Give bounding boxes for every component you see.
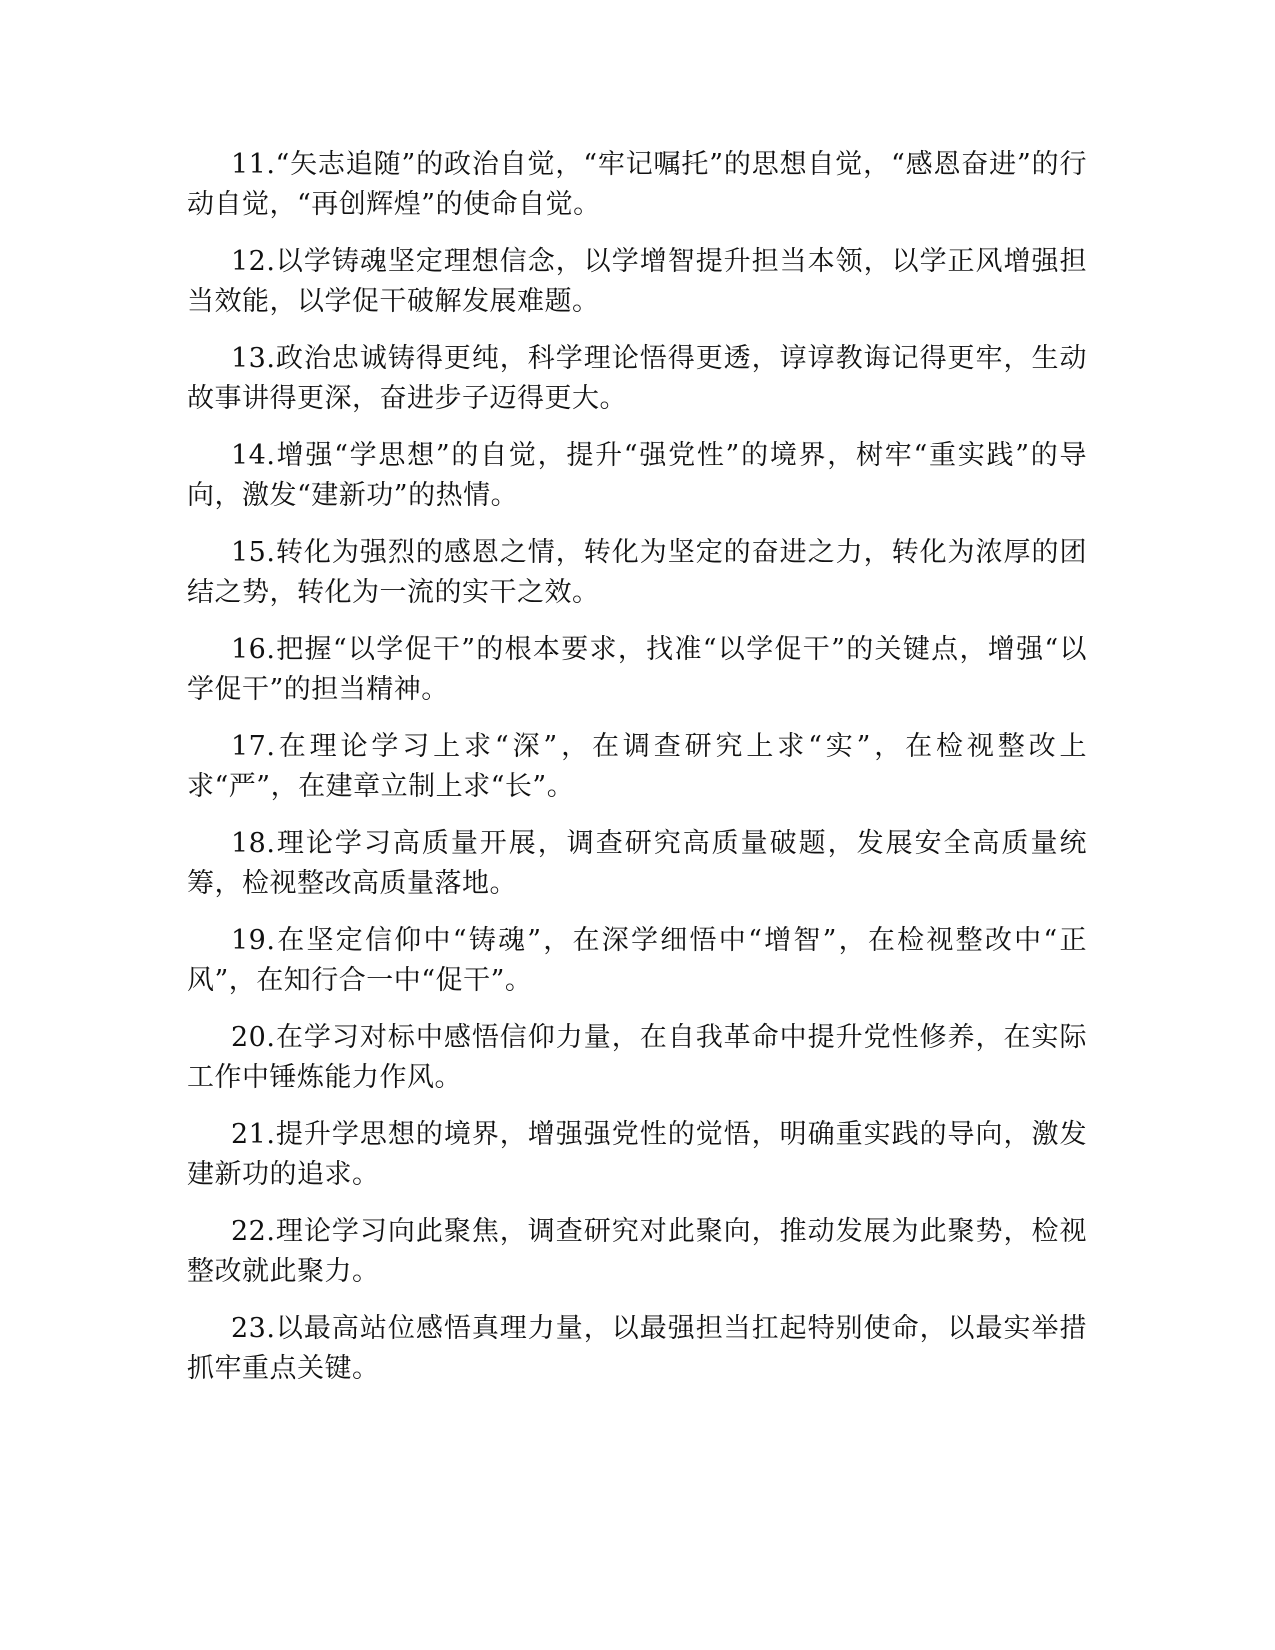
paragraph-21: 21.提升学思想的境界，增强强党性的觉悟，明确重实践的导向，激发建新功的追求。: [187, 1119, 1087, 1190]
paragraph-23: 23.以最高站位感悟真理力量，以最强担当扛起特别使命，以最实举措抓牢重点关键。: [187, 1313, 1087, 1384]
paragraph-12: 12.以学铸魂坚定理想信念，以学增智提升担当本领，以学正风增强担当效能，以学促干破解发展难题。: [187, 246, 1087, 317]
paragraph-16: 16.把握“以学促干”的根本要求，找准“以学促干”的关键点，增强“以学促干”的担当精神。: [187, 634, 1087, 705]
paragraph-11: 11.“矢志追随”的政治自觉，“牢记嘱托”的思想自觉，“感恩奋进”的行动自觉，“再创辉煌”的使命自觉。: [187, 149, 1087, 220]
paragraph-13: 13.政治忠诚铸得更纯，科学理论悟得更透，谆谆教诲记得更牢，生动故事讲得更深，奋进步子迈得更大。: [187, 343, 1087, 414]
document-body: [187, 145, 1087, 1406]
paragraph-19: 19.在坚定信仰中“铸魂”，在深学细悟中“增智”，在检视整改中“正风”，在知行合一中“促干”。: [187, 925, 1087, 996]
paragraph-17: 17.在理论学习上求“深”，在调查研究上求“实”，在检视整改上求“严”，在建章立制上求“长”。: [187, 731, 1087, 802]
paragraph-20: 20.在学习对标中感悟信仰力量，在自我革命中提升党性修养，在实际工作中锤炼能力作风。: [187, 1022, 1087, 1093]
paragraph-22: 22.理论学习向此聚焦，调查研究对此聚向，推动发展为此聚势，检视整改就此聚力。: [187, 1216, 1087, 1287]
paragraph-14: 14.增强“学思想”的自觉，提升“强党性”的境界，树牢“重实践”的导向，激发“建新功”的热情。: [187, 440, 1087, 511]
paragraph-15: 15.转化为强烈的感恩之情，转化为坚定的奋进之力，转化为浓厚的团结之势，转化为一流的实干之效。: [187, 537, 1087, 608]
paragraph-18: 18.理论学习高质量开展，调查研究高质量破题，发展安全高质量统筹，检视整改高质量落地。: [187, 828, 1087, 899]
